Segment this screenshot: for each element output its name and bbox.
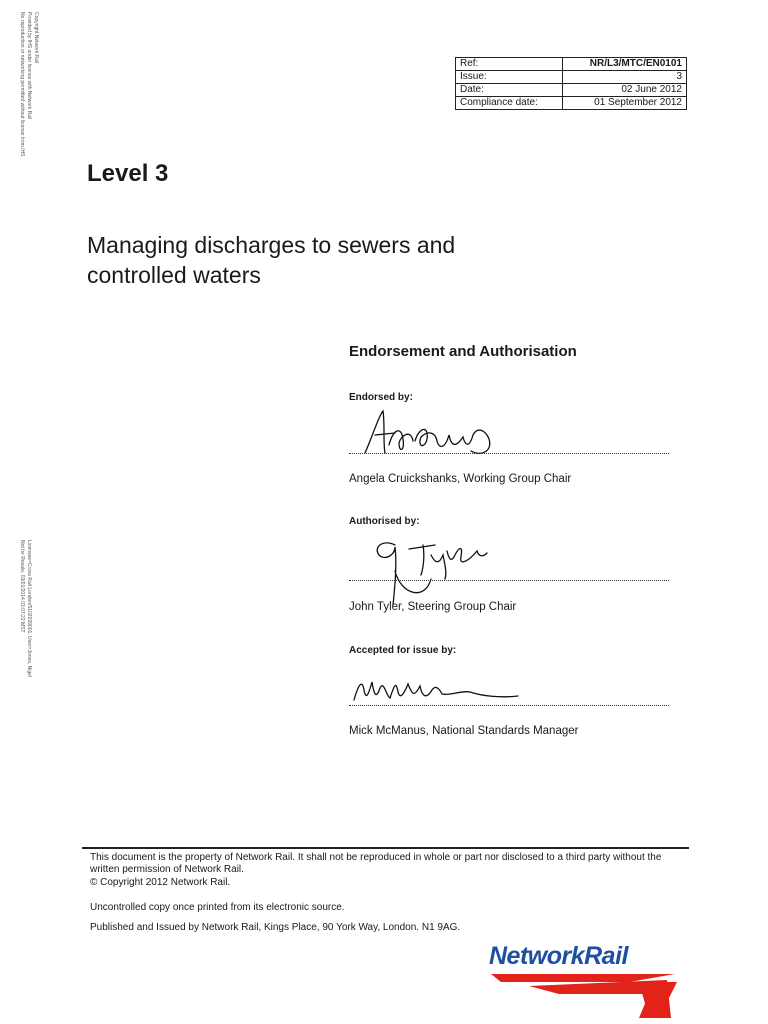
endorser-name: Angela Cruickshanks, Working Group Chair bbox=[349, 473, 572, 485]
copyright-side-note bbox=[18, 12, 39, 157]
ownership-notice: This document is the property of Network Rail. It shall not be reproduced in whole or part nor disclosed to a third party without the written permission of Network Rail. bbox=[90, 852, 662, 875]
document-meta-table bbox=[455, 57, 687, 110]
side-note-line: Not for Resale, 03/01/2014 03:07:22 MST bbox=[19, 540, 25, 633]
network-rail-logo bbox=[489, 942, 679, 1022]
meta-value: 01 September 2012 bbox=[563, 97, 687, 110]
side-note-line: Provided by IHS under license with Network Rail bbox=[26, 12, 32, 120]
document-title: Managing discharges to sewers and controlled waters bbox=[87, 232, 456, 288]
endorser-signature bbox=[355, 405, 515, 460]
meta-key: Issue: bbox=[456, 71, 563, 84]
acceptor-signature bbox=[350, 670, 525, 710]
side-note-line: Licensee=Cross Rail London/5102039001, User=Jones, Nigel bbox=[26, 540, 32, 678]
network-rail-wordmark: NetworkRail bbox=[489, 942, 628, 970]
endorsement-heading: Endorsement and Authorisation bbox=[349, 343, 577, 360]
acceptor-name: Mick McManus, National Standards Manager bbox=[349, 725, 579, 737]
side-note-line: Copyright Network Rail bbox=[33, 12, 39, 64]
meta-row-issue bbox=[456, 71, 687, 84]
uncontrolled-copy-notice: Uncontrolled copy once printed from its electronic source. bbox=[90, 902, 345, 913]
authoriser-signature bbox=[365, 535, 505, 610]
endorsed-signature-line bbox=[349, 453, 669, 454]
meta-value: 02 June 2012 bbox=[563, 84, 687, 97]
authorised-signature-line bbox=[349, 580, 669, 581]
footer-divider bbox=[82, 847, 689, 849]
licensee-side-note bbox=[18, 540, 32, 677]
publisher-notice: Published and Issued by Network Rail, Kings Place, 90 York Way, London. N1 9AG. bbox=[90, 922, 461, 933]
copyright-notice: © Copyright 2012 Network Rail. bbox=[90, 877, 231, 888]
side-note-line: No reproduction or networking permitted without license from IHS bbox=[19, 12, 25, 157]
accepted-for-issue-label: Accepted for issue by: bbox=[349, 645, 457, 656]
authorised-by-label: Authorised by: bbox=[349, 516, 420, 527]
meta-value: NR/L3/MTC/EN0101 bbox=[563, 58, 687, 71]
meta-row-compliance-date bbox=[456, 97, 687, 110]
meta-value: 3 bbox=[563, 71, 687, 84]
meta-row-date bbox=[456, 84, 687, 97]
meta-key: Compliance date: bbox=[456, 97, 563, 110]
meta-key: Ref: bbox=[456, 58, 563, 71]
authoriser-name: John Tyler, Steering Group Chair bbox=[349, 601, 517, 613]
meta-key: Date: bbox=[456, 84, 563, 97]
endorsed-by-label: Endorsed by: bbox=[349, 392, 413, 403]
accepted-signature-line bbox=[349, 705, 669, 706]
double-arrow-icon bbox=[489, 972, 679, 1022]
meta-row-ref bbox=[456, 58, 687, 71]
document-level: Level 3 bbox=[87, 160, 169, 187]
